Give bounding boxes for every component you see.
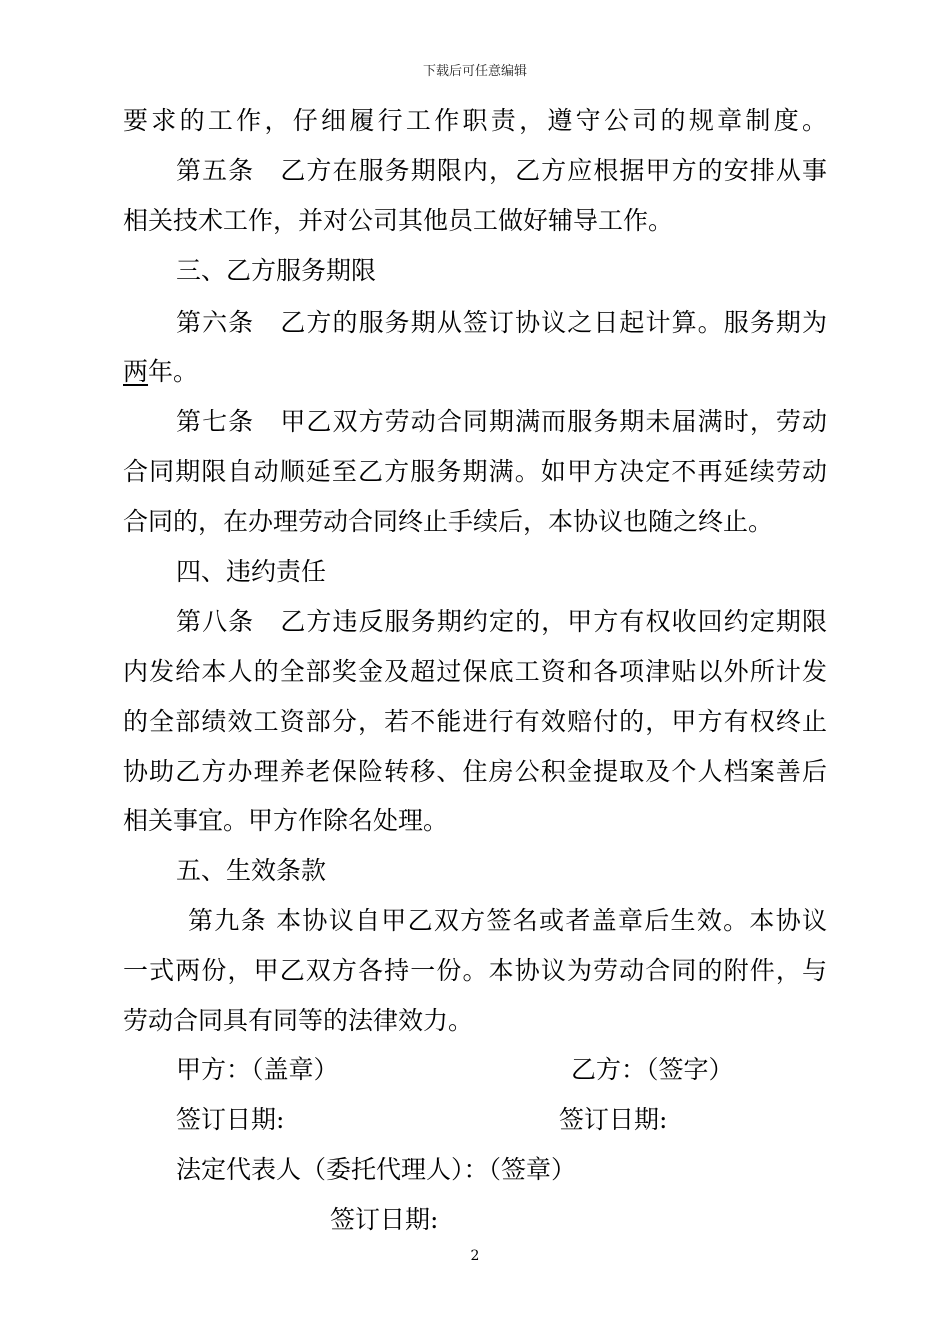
article-6-line-2-rest: 年。	[148, 357, 199, 386]
party-b-sign-label: 乙方：（签字）	[571, 1055, 734, 1084]
duty-clause-continuation: 要求的工作，仔细履行工作职责，遵守公司的规章制度。	[123, 106, 827, 135]
representative-date-label: 签订日期:	[330, 1205, 439, 1234]
article-6-line-2	[123, 357, 198, 387]
article-7-line-1: 第七条 甲乙双方劳动合同期满而服务期未届满时，劳动	[176, 407, 827, 436]
article-5-line-2: 相关技术工作，并对公司其他员工做好辅导工作。	[123, 206, 674, 235]
article-9-line-3: 劳动合同具有同等的法律效力。	[123, 1006, 474, 1035]
page-number: 2	[470, 1248, 480, 1264]
article-6-line-1: 第六条 乙方的服务期从签订协议之日起计算。服务期为	[176, 308, 827, 337]
section-3-heading: 三、乙方服务期限	[176, 256, 377, 285]
party-a-seal-label: 甲方：（盖章）	[176, 1055, 339, 1084]
article-9-line-2: 一式两份，甲乙双方各持一份。本协议为劳动合同的附件，与	[123, 956, 827, 985]
page-header: 下载后可任意编辑	[422, 64, 527, 79]
legal-representative-label: 法定代表人（委托代理人）：（签章）	[176, 1155, 577, 1184]
service-term-value: 两	[123, 357, 149, 386]
party-a-date-label: 签订日期:	[176, 1105, 285, 1134]
article-8-line-1: 第八条 乙方违反服务期约定的，甲方有权收回约定期限	[176, 607, 827, 636]
article-5-line-1: 第五条 乙方在服务期限内，乙方应根据甲方的安排从事	[176, 156, 827, 185]
article-8-line-3: 的全部绩效工资部分，若不能进行有效赔付的，甲方有权终止	[123, 707, 827, 736]
article-7-line-3: 合同的，在办理劳动合同终止手续后，本协议也随之终止。	[123, 507, 774, 536]
article-9-line-1: 第九条 本协议自甲乙双方签名或者盖章后生效。本协议	[188, 906, 827, 935]
article-8-line-4: 协助乙方办理养老保险转移、住房公积金提取及个人档案善后	[123, 757, 827, 786]
article-8-line-5: 相关事宜。甲方作除名处理。	[123, 806, 449, 835]
section-5-heading: 五、生效条款	[176, 856, 327, 885]
section-4-heading: 四、违约责任	[176, 557, 327, 586]
article-8-line-2: 内发给本人的全部奖金及超过保底工资和各项津贴以外所计发	[123, 657, 827, 686]
party-b-date-label: 签订日期:	[559, 1105, 668, 1134]
article-7-line-2: 合同期限自动顺延至乙方服务期满。如甲方决定不再延续劳动	[123, 457, 827, 486]
